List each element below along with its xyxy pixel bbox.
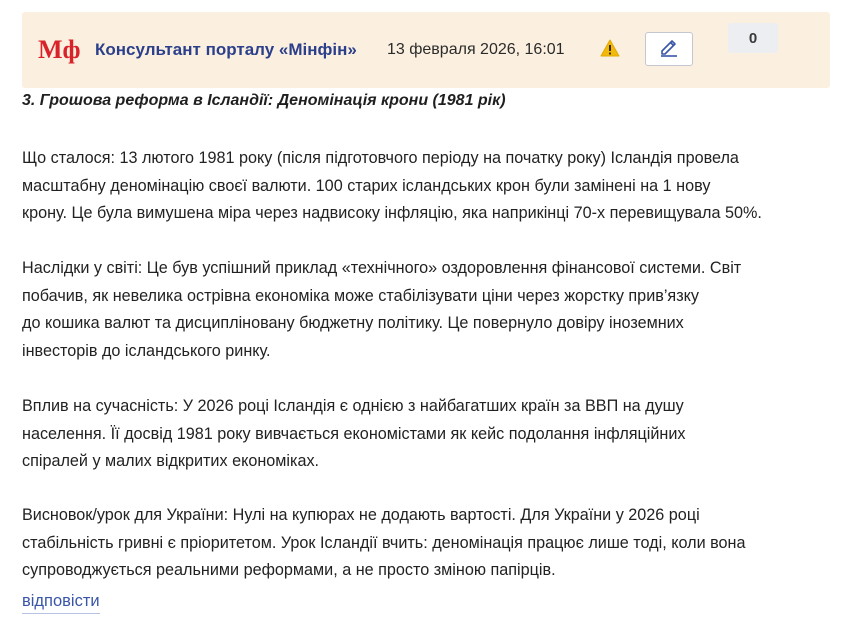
post-title: 3. Грошова реформа в Ісландії: Деномінація крони (1981 рік)	[22, 92, 506, 109]
post-date: 13 февраля 2026, 16:01	[387, 41, 565, 58]
paragraph-consequences	[22, 255, 834, 365]
paragraph-line: населення. Її досвід 1981 року вивчається економістами як кейс подолання інфляційних	[22, 424, 686, 443]
paragraph-line: Висновок/урок для України: Нулі на купюрах не додають вартості. Для України у 2026 році	[22, 506, 700, 524]
paragraph-line: Наслідки у світі: Це був успішний приклад «технічного» оздоровлення фінансової системи. Світ	[22, 259, 742, 277]
reply-link[interactable]: відповісти	[22, 590, 100, 614]
rating-counter[interactable]: 0	[728, 23, 778, 53]
edit-button[interactable]	[645, 32, 693, 66]
paragraph-line: Що сталося: 13 лютого 1981 року (після підготовчого періоду на початку року) Ісландія провела	[22, 149, 739, 167]
warning-icon[interactable]	[600, 39, 620, 57]
minfin-logo[interactable]	[38, 29, 81, 69]
paragraph-line: супроводжується реальними реформами, а не просто зміною папірців.	[22, 561, 556, 579]
paragraph-line: крону. Це була вимушена міра через надвисоку інфляцію, яка наприкінці 70-х перевищувала 50%.	[22, 204, 762, 222]
paragraph-line: спіралей у малих відкритих економіках.	[22, 452, 320, 470]
pencil-icon	[658, 36, 680, 63]
paragraph-modern-impact	[22, 393, 834, 476]
paragraph-line: побачив, як невелика острівна економіка може стабілізувати ціни через жорстку прив’язку	[22, 286, 699, 305]
author-name-link[interactable]: Консультант порталу «Мінфін»	[95, 40, 357, 59]
paragraph-conclusion	[22, 502, 834, 585]
paragraph-line: інвесторів до ісландського ринку.	[22, 341, 271, 360]
minfin-logo-mark	[38, 29, 81, 69]
svg-text:Мф: Мф	[38, 35, 81, 64]
comment-post	[22, 12, 830, 610]
paragraph-line: Вплив на сучасність: У 2026 році Ісландія є однією з найбагатших країн за ВВП на душу	[22, 397, 684, 415]
paragraph-line: до кошика валют та дисципліновану бюджетну політику. Це повернуло довіру іноземних	[22, 314, 684, 332]
paragraph-line: масштабну деномінацію своєї валюти. 100 старих ісландських крон були замінені на 1 нову	[22, 176, 711, 195]
comment-header	[22, 12, 830, 88]
paragraph-what-happened	[22, 145, 834, 228]
paragraph-line: стабільність гривні є пріоритетом. Урок Ісландії вчить: деномінація працює лише тоді, коли вона	[22, 533, 746, 552]
